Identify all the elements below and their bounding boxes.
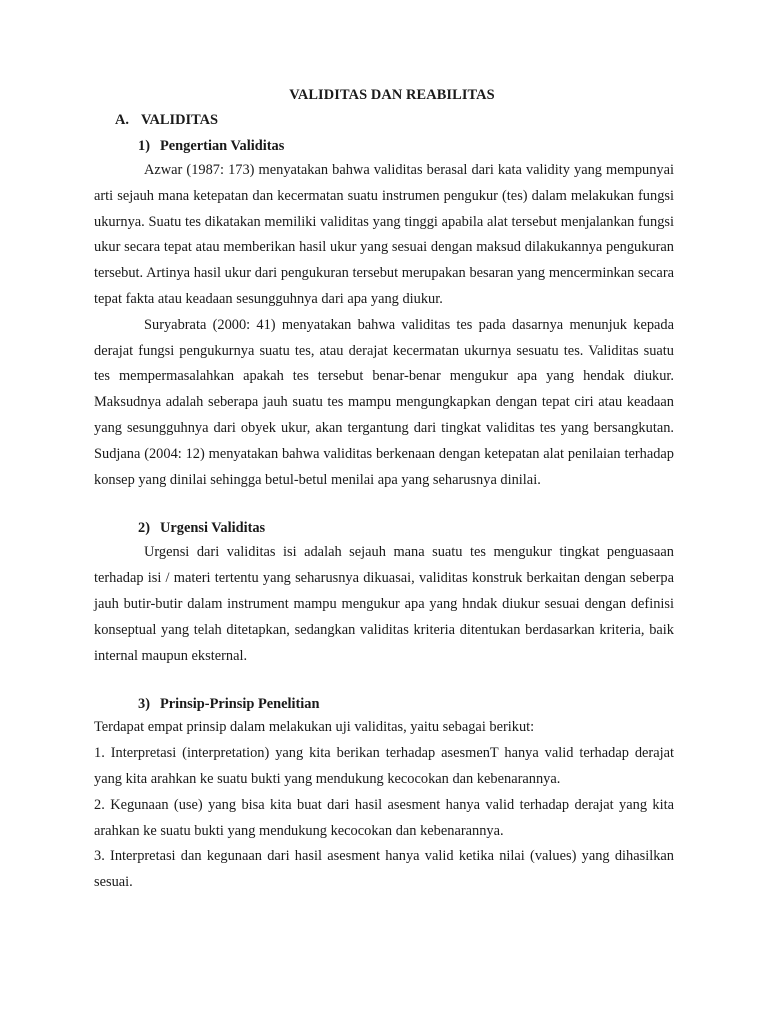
document-page xyxy=(94,86,674,896)
list-intro: Terdapat empat prinsip dalam melakukan uji validitas, yaitu sebagai berikut: xyxy=(94,719,535,736)
list-item: 3. Interpretasi dan kegunaan dari hasil asesment hanya valid ketika nilai (values) yang dihasilkan sesuai. xyxy=(94,848,674,891)
spacer xyxy=(94,493,674,519)
subheading-title: Pengertian Validitas xyxy=(160,138,285,154)
subheading-title: Prinsip-Prinsip Penelitian xyxy=(160,696,320,713)
paragraph: Azwar (1987: 173) menyatakan bahwa validitas berasal dari kata validity yang mempunyai arti sejauh mana ketepatan dan kecermatan suatu instrumen pengukur (tes) dalam melakukan fungsi ukurnya. Suatu tes dikatakan memiliki validitas yang tinggi apabila alat tersebut menjalankan fungsi ukur secara tepat atau memberikan hasil ukur yang sesuai dengan maksud dilakukannya pengukuran tersebut. Artinya hasil ukur dari pengukuran tersebut merupakan besaran yang mencerminkan secara tepat fakta atau keadaan sesungguhnya dari apa yang diukur. xyxy=(94,162,674,307)
paragraph: Suryabrata (2000: 41) menyatakan bahwa validitas tes pada dasarnya menunjuk kepada derajat fungsi pengukurnya suatu tes, atau derajat kecermatan ukurnya sesuatu tes. Validitas suatu tes mempermasalahkan apakah tes tersebut benar-benar mengukur apa yang hendak diukur. Maksudnya adalah seberapa jauh suatu tes mampu mengungkapkan dengan tepat ciri atau keadaan yang sesungguhnya dari obyek ukur, akan tergantung dari tingkat validitas tes yang bersangkutan. Sudjana (2004: 12) menyatakan bahwa validitas berkenaan dengan ketepatan alat penilaian terhadap konsep yang dinilai sehingga betul-betul menilai apa yang seharusnya dinilai. xyxy=(94,316,674,488)
section-title: VALIDITAS xyxy=(141,112,219,128)
list-item: 1. Interpretasi (interpretation) yang kita berikan terhadap asesmenT hanya valid terhadap derajat yang kita arahkan ke suatu bukti yang mendukung kecocokan dan kebenarannya. xyxy=(94,745,674,787)
section-marker: A. xyxy=(115,112,129,128)
subheading-marker: 3) xyxy=(138,696,150,713)
subheading-marker: 2) xyxy=(138,520,150,537)
paragraph: Urgensi dari validitas isi adalah sejauh mana suatu tes mengukur tingkat penguasaan terhadap isi / materi tertentu yang seharusnya dikuasai, validitas konstruk berkaitan dengan seberpa jauh butir-butir dalam instrument mampu mengukur apa yang hndak diukur sesuai dengan definisi konseptual yang telah ditetapkan, sedangkan validitas kriteria ditentukan berdasarkan kriteria, baik internal maupun eksternal. xyxy=(94,544,674,664)
subheading-urgensi-validitas xyxy=(138,519,674,537)
subheading-title: Urgensi Validitas xyxy=(160,520,266,537)
subheading-prinsip-prinsip-penelitian xyxy=(138,695,674,713)
spacer xyxy=(94,669,674,695)
subheading-pengertian-validitas xyxy=(138,137,674,155)
subheading-marker: 1) xyxy=(138,138,150,154)
section-heading-validitas xyxy=(115,111,674,129)
list-item: 2. Kegunaan (use) yang bisa kita buat dari hasil asesment hanya valid terhadap derajat yang kita arahkan ke suatu bukti yang mendukung kecocokan dan kebenarannya. xyxy=(94,796,674,839)
document-title: VALIDITAS DAN REABILITAS xyxy=(289,87,495,103)
